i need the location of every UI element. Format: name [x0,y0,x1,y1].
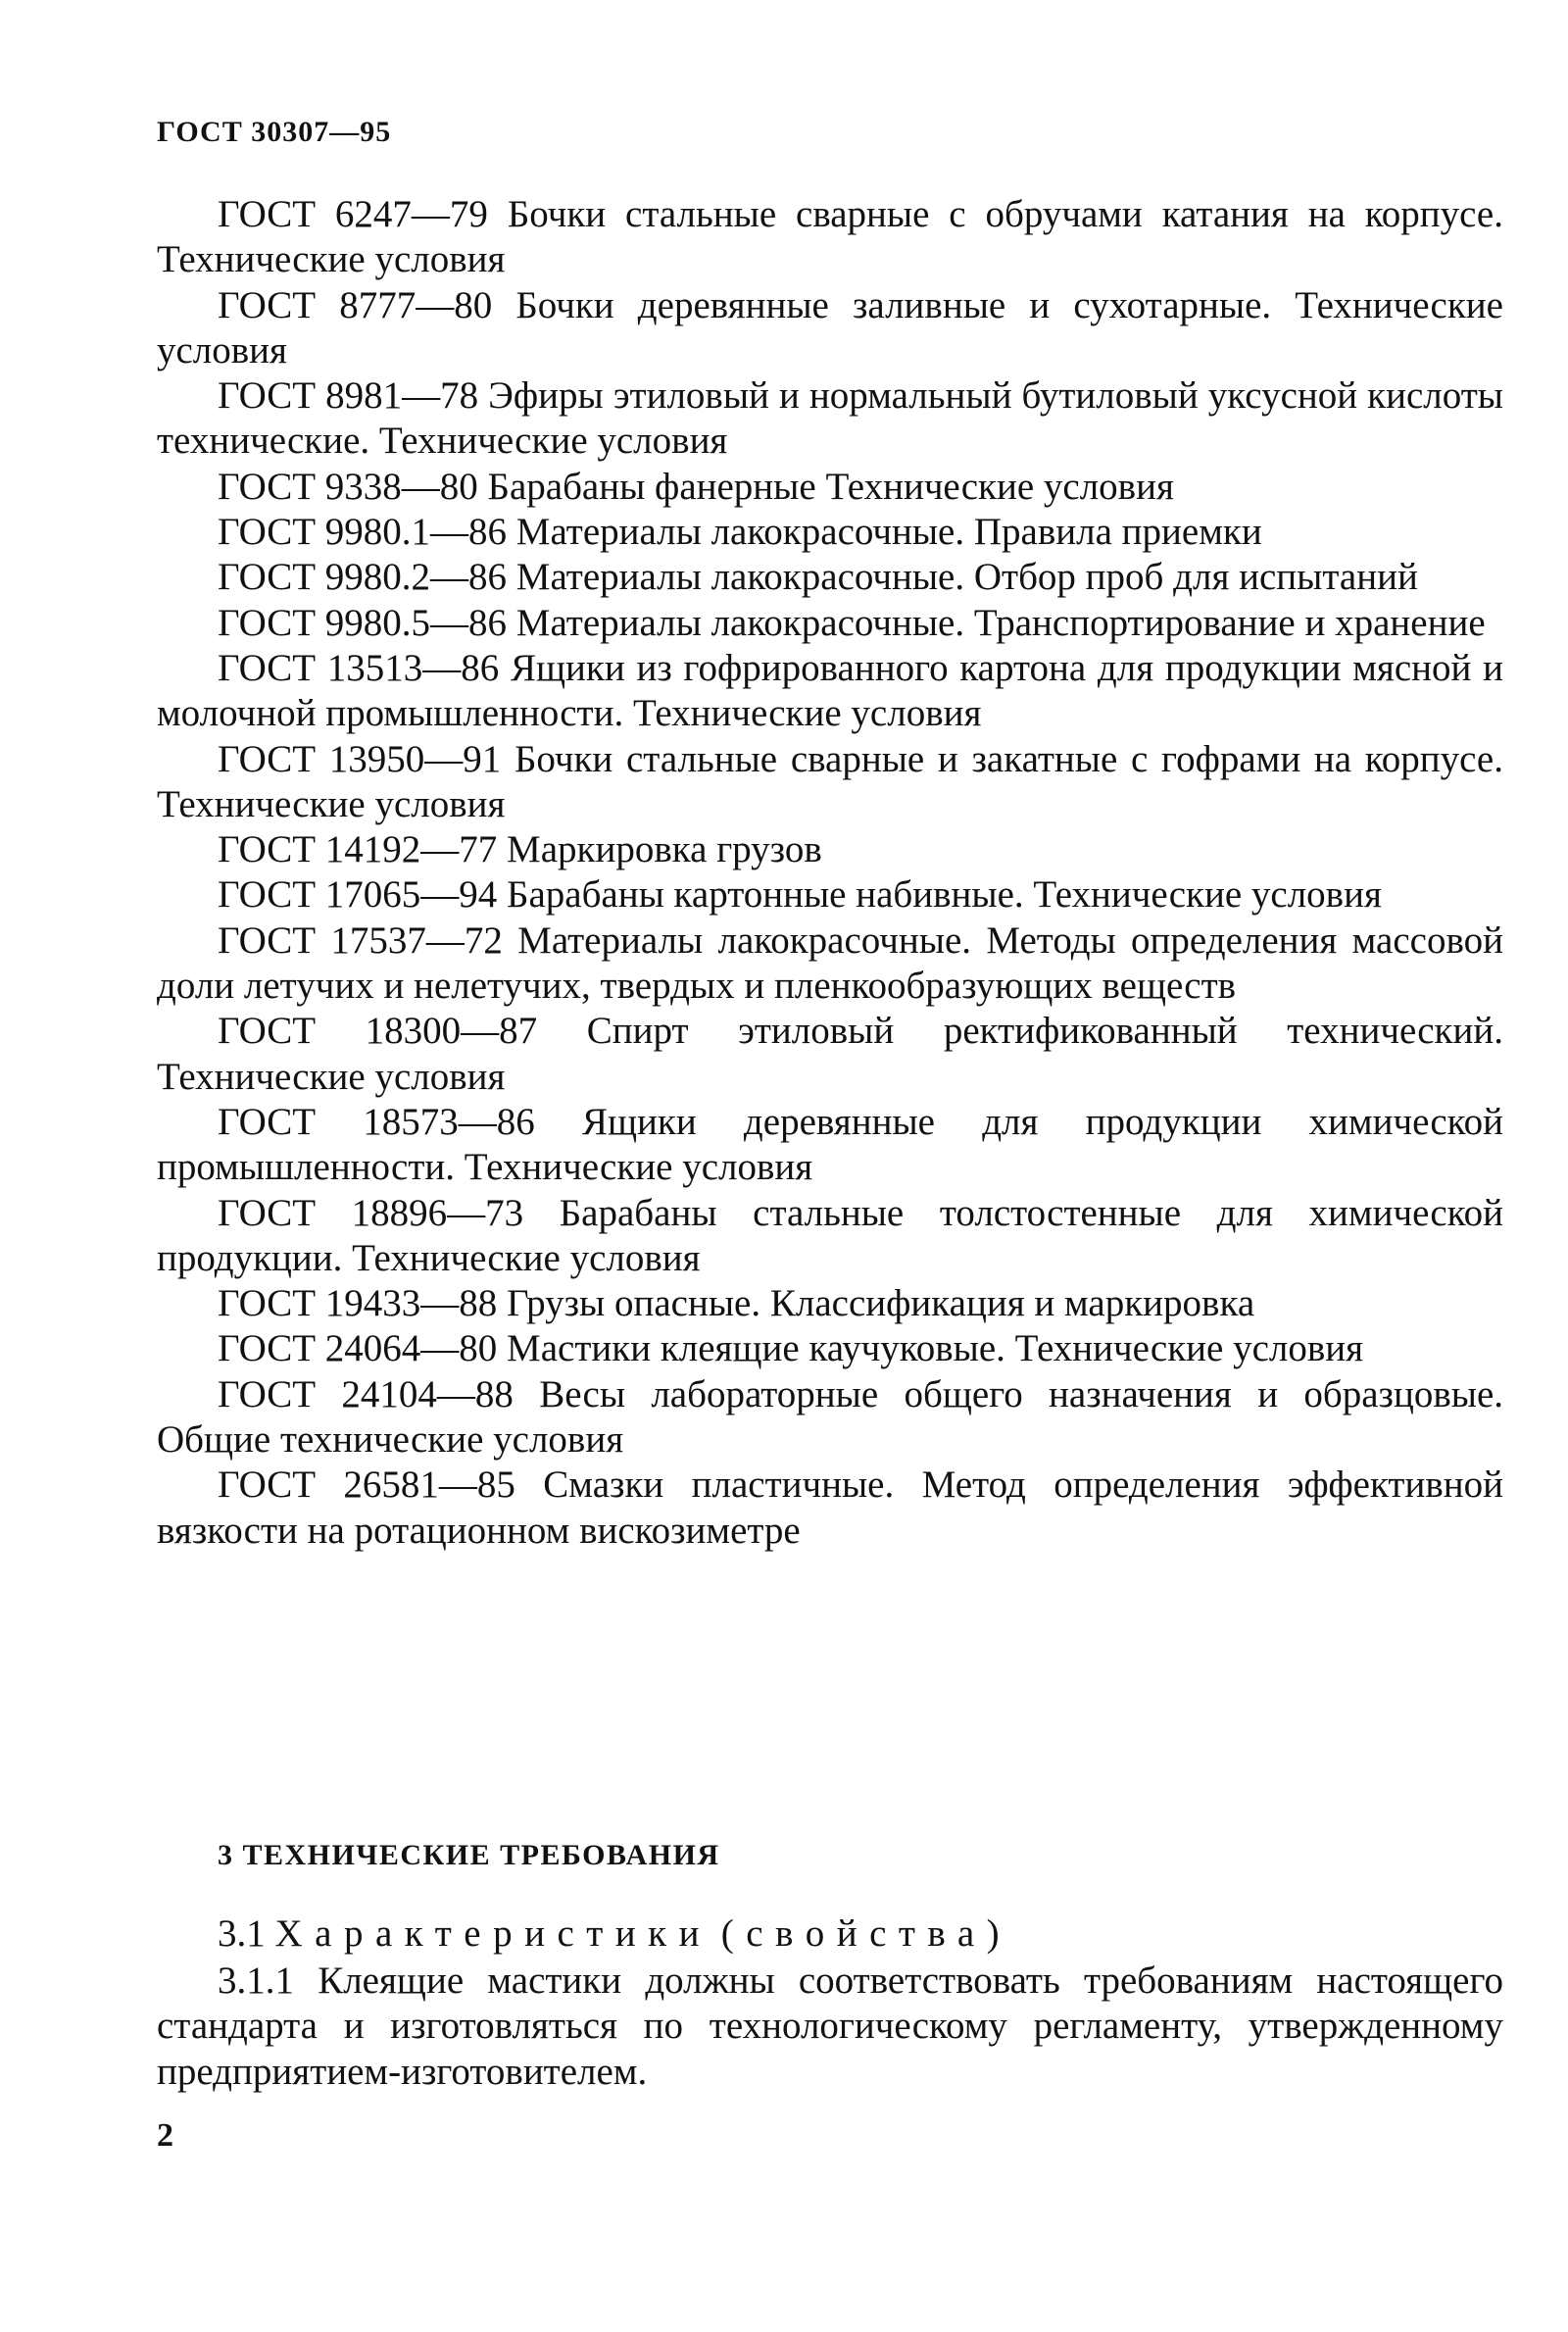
reference-item: ГОСТ 6247—79 Бочки стальные сварные с обручами катания на корпусе. Технические условия [157,193,1503,281]
reference-item: ГОСТ 17537—72 Материалы лакокрасочные. Методы определения массовой доли летучих и нелетучих, твердых и пленкообразующих веществ [157,918,1503,1008]
normative-references-list [157,192,1503,1554]
reference-item: ГОСТ 14192—77 Маркировка грузов [218,828,822,871]
paragraph-3-1-1: 3.1.1 Клеящие мастики должны соответствовать требованиям настоящего стандарта и изготовляться по технологическому регламенту, утвержденному предприятием-изготовителем. [157,1960,1503,2093]
reference-item: ГОСТ 18573—86 Ящики деревянные для продукции химической промышленности. Технические условия [157,1100,1503,1189]
subsection-title: Характеристики [274,1912,711,1955]
reference-item: ГОСТ 9338—80 Барабаны фанерные Технические условия [218,465,1174,508]
reference-item: ГОСТ 24104—88 Весы лабораторные общего назначения и образцовые. Общие технические условия [157,1372,1503,1462]
reference-item: ГОСТ 18896—73 Барабаны стальные толстостенные для химической продукции. Технические условия [157,1191,1503,1279]
section-heading: 3 ТЕХНИЧЕСКИЕ ТРЕБОВАНИЯ [218,1839,720,1871]
running-header: ГОСТ 30307—95 [157,116,392,148]
reference-item: ГОСТ 13950—91 Бочки стальные сварные и закатные с гофрами на корпусе. Технические условия [157,737,1503,825]
reference-item: ГОСТ 8981—78 Эфиры этиловый и нормальный бутиловый уксусной кислоты технические. Технические условия [157,374,1503,463]
reference-item: ГОСТ 18300—87 Спирт этиловый ректификованный технический. Технические условия [157,1010,1503,1098]
reference-item: ГОСТ 24064—80 Мастики клеящие каучуковые. Технические условия [218,1327,1364,1370]
subsection-heading [218,1911,1011,1957]
reference-item: ГОСТ 8777—80 Бочки деревянные заливные и сухотарные. Технические условия [157,283,1503,372]
reference-item: ГОСТ 17065—94 Барабаны картонные набивные. Технические условия [218,873,1382,917]
reference-item: ГОСТ 19433—88 Грузы опасные. Классификация и маркировка [218,1282,1255,1325]
reference-item: ГОСТ 9980.1—86 Материалы лакокрасочные. Правила приемки [218,511,1262,554]
page-number: 2 [157,2117,173,2154]
subsection-title-suffix: (свойства) [720,1912,1012,1955]
reference-item: ГОСТ 26581—85 Смазки пластичные. Метод определения эффективной вязкости на ротационном вискозиметре [157,1464,1503,1552]
reference-item: ГОСТ 13513—86 Ящики из гофрированного картона для продукции мясной и молочной промышленности. Технические условия [157,646,1503,735]
reference-item: ГОСТ 9980.2—86 Материалы лакокрасочные. Отбор проб для испытаний [218,556,1418,599]
subsection-number: 3.1 [218,1912,266,1955]
reference-item: ГОСТ 9980.5—86 Материалы лакокрасочные. Транспортирование и хранение [218,601,1486,644]
